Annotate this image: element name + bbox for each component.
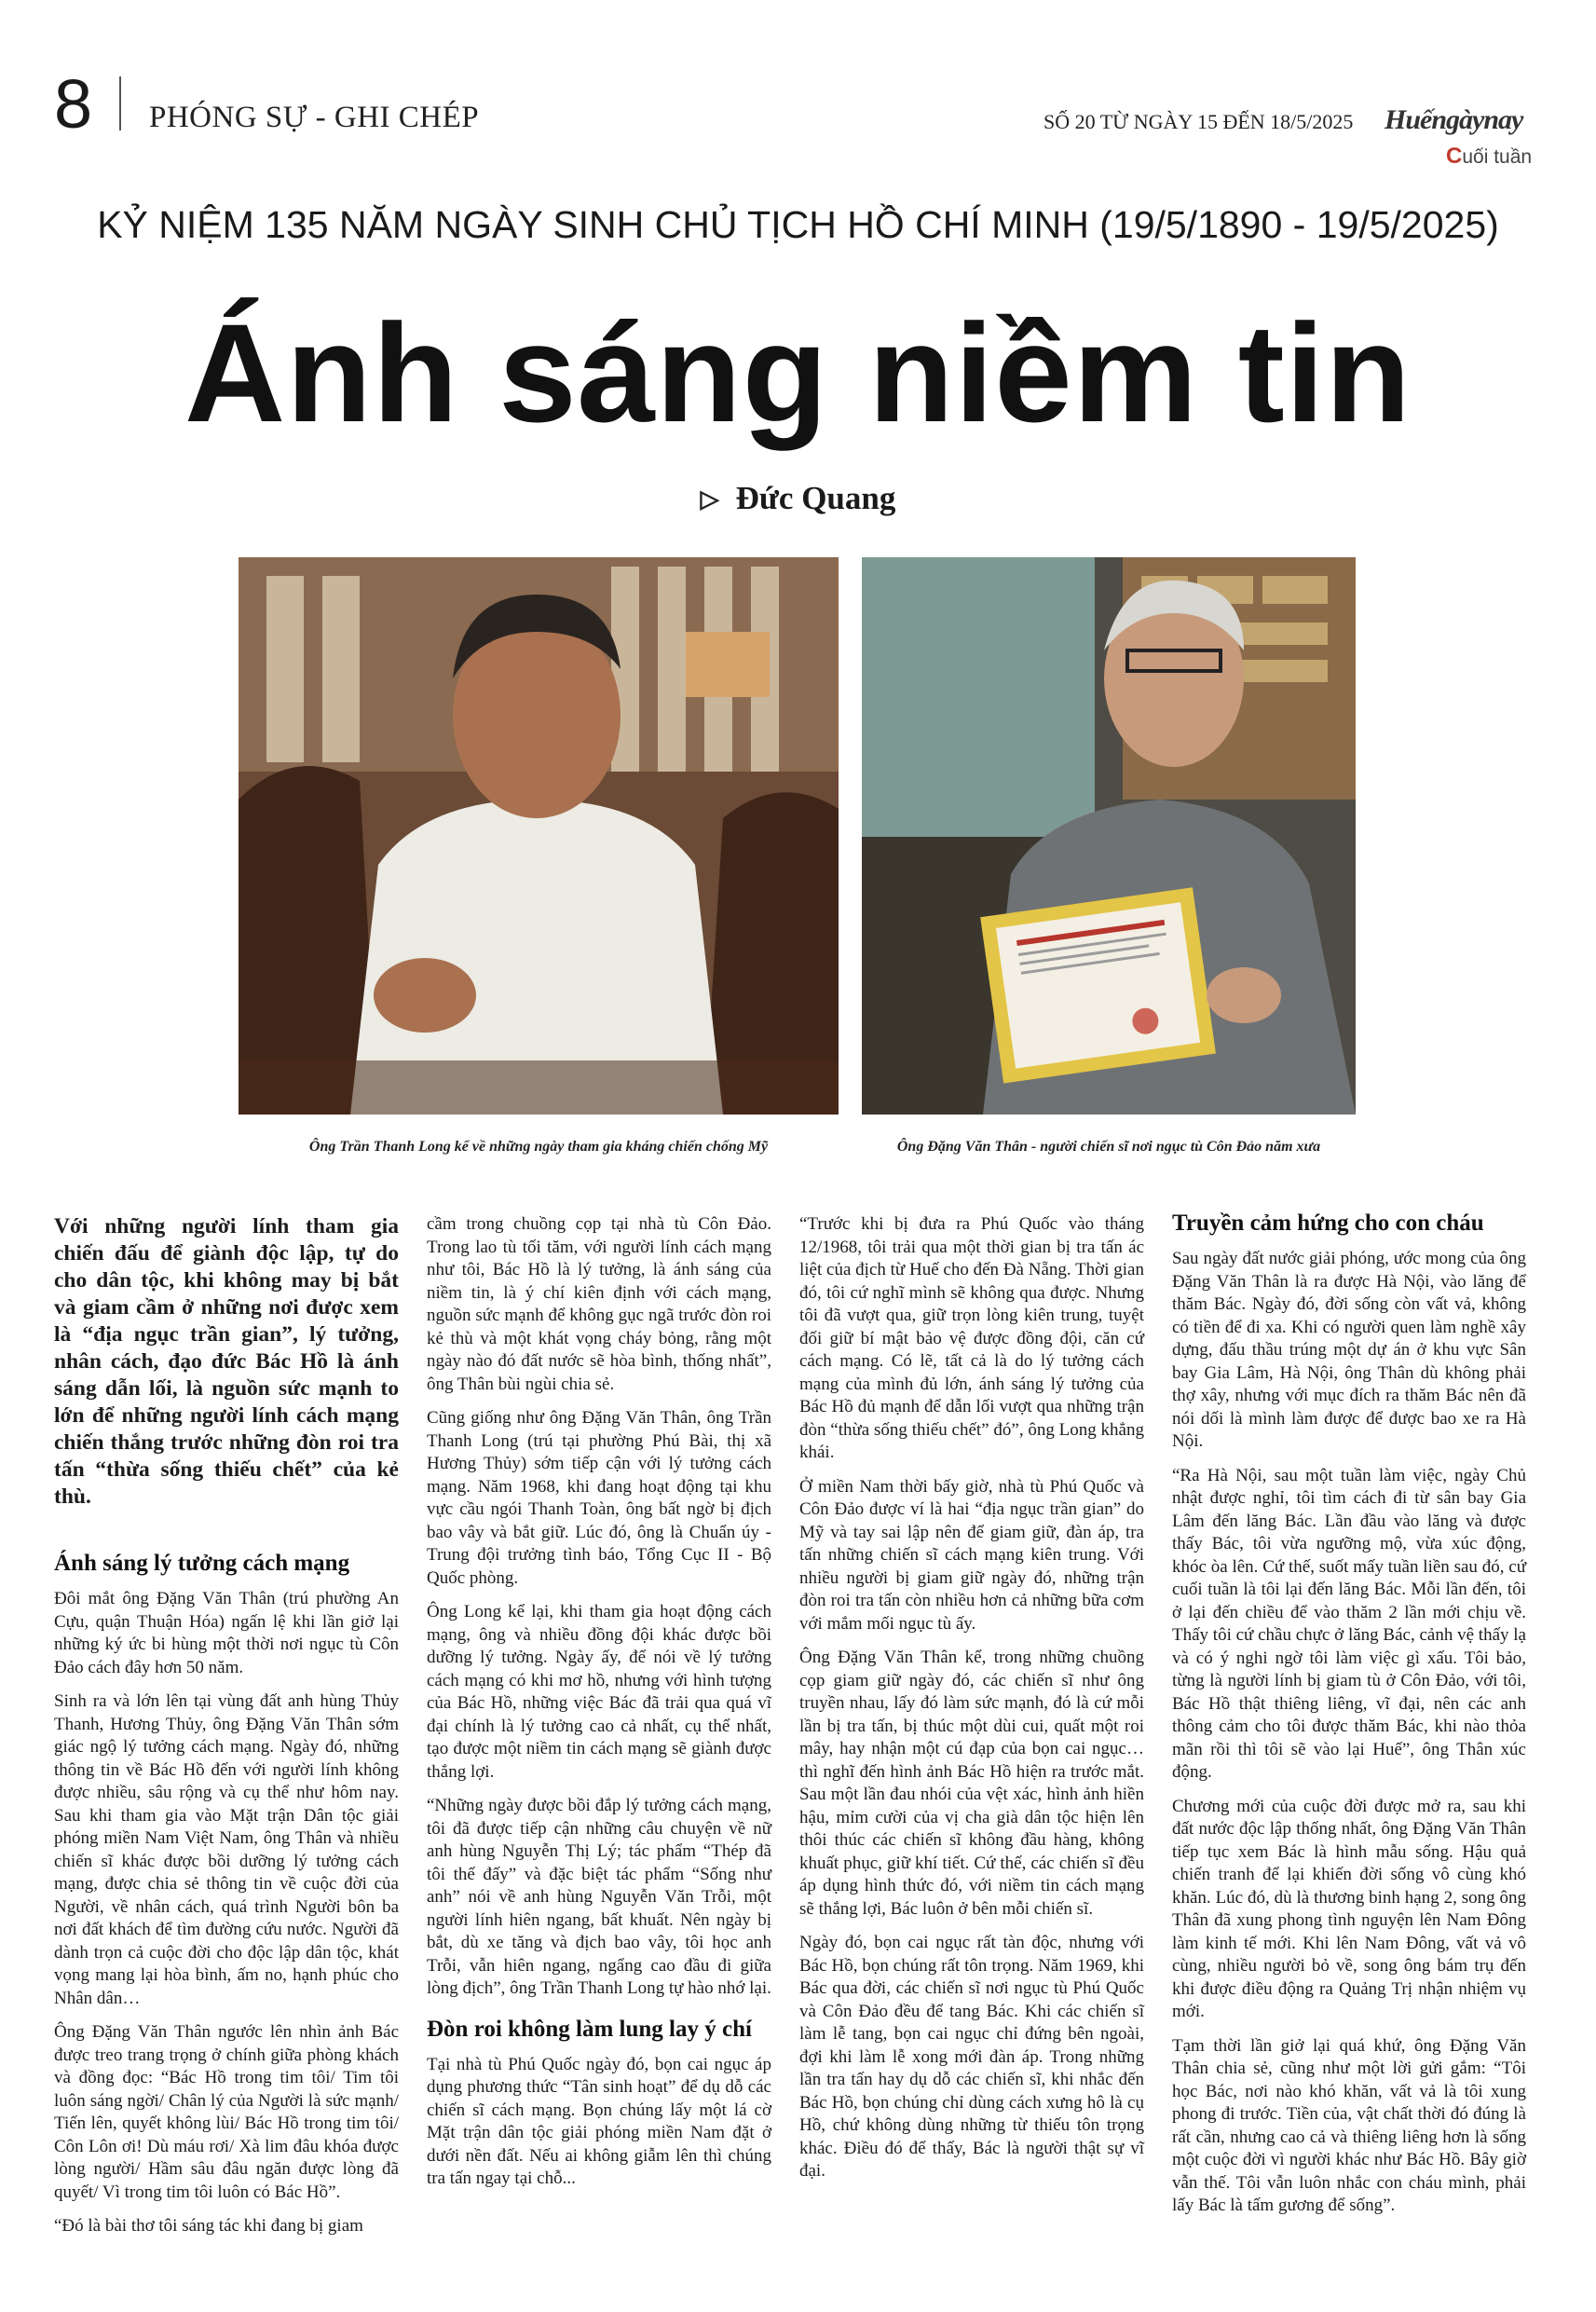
kicker: KỶ NIỆM 135 NĂM NGÀY SINH CHỦ TỊCH HỒ CHÍ MINH (19/5/1890 - 19/5/2025) [97,203,1499,246]
header-divider [119,76,121,130]
paragraph: Ông Đặng Văn Thân kể, trong những chuồng cọp giam giữ ngày đó, các chiến sĩ như ông truyền nhau, lấy đó làm sức mạnh, đó là cứ mỗi lần bị tra tấn, bị thúc một dùi cui, quất một roi mây, hay nhận một cú đạp của bọn cai ngục… thì nghĩ đến hình ảnh Bác Hồ hiện ra trước mắt. Sau một lần đau nhói của vệt xác, hình ảnh hiền hậu, mỉm cười của vị cha già dân tộc hiện lên thôi thúc các chiến sĩ không đầu hàng, không khuất phục, giữ khí tiết. Cứ thế, các chiến sĩ đều áp dụng hình thức đó, với niềm tin cách mạng sẽ thắng lợi, Bác luôn ở bên mỗi chiến sĩ. [799,1648,1144,1919]
photo-caption-1: Ông Trần Thanh Long kể về những ngày tham gia kháng chiến chống Mỹ [308,1139,769,1155]
article-lead: Với những người lính tham gia chiến đấu để giành độc lập, tự do cho dân tộc, khi không may bị bắt và giam cầm ở những nơi được xem là “địa ngục trần gian”, lý tưởng, nhân cách, đạo đức Bác Hồ là ánh sáng dẫn lối, là nguồn sức mạnh to lớn để những người lính cách mạng chiến thắng trước những đòn roi tra tấn “thừa sống thiếu chết” của kẻ thù. [54,1214,399,1509]
paragraph: “Trước khi bị đưa ra Phú Quốc vào tháng 12/1968, tôi trải qua một thời gian bị tra tấn ác liệt của địch từ Huế cho đến Đà Nẵng. Thời gian đó, tôi cứ nghĩ mình sẽ không qua được. Nhưng tôi đã vượt qua, giữ trọn lòng kiên trung, tuyệt đối giữ bí mật bảo vệ được đồng đội, căn cứ cách mạng. Có lẽ, tất cả là do lý tưởng cách mạng của mình đủ lớn, ánh sáng lý tưởng của Bác Hồ đủ mạnh để dẫn lối vượt qua những trận đòn “thừa sống thiếu chết” đó”, ông Long khẳng khái. [799,1214,1144,1462]
paragraph: Cũng giống như ông Đặng Văn Thân, ông Trần Thanh Long (trú tại phường Phú Bài, thị xã Hương Thủy) sớm tiếp cận với lý tưởng cách mạng. Năm 1968, khi đang hoạt động tại khu vực cầu ngói Thanh Toàn, ông bất ngờ bị địch bao vây và bắt giữ. Lúc đó, ông là Chuẩn úy - Trung đội trưởng tình báo, Tổng Cục II - Bộ Quốc phòng. [427,1408,771,1588]
brand-sublogo-initial: C [1446,144,1463,169]
paragraph: Sinh ra và lớn lên tại vùng đất anh hùng Thủy Thanh, Hương Thủy, ông Đặng Văn Thân sớm giác ngộ lý tưởng cách mạng. Ngày đó, những thông tin về Bác Hồ đến với người lính không được nhiều, sâu rộng và cụ thể như hôm nay. Sau khi tham gia vào Mặt trận Dân tộc giải phóng miền Nam Việt Nam, ông Thân và nhiều chiến sĩ khác được bồi dưỡng lý tưởng cách mạng, được chia sẻ thông tin về cuộc đời của Người, về nhân cách, quá trình Người bôn ba nơi đất khách để tìm đường cứu nước. Người đã dành trọn cả cuộc đời cho độc lập dân tộc, khát vọng mang lại hòa bình, ấm no, hạnh phúc cho Nhân dân… [54,1691,399,2008]
photo-illustration [862,557,1356,1115]
paragraph: Sau ngày đất nước giải phóng, ước mong của ông Đặng Văn Thân là ra được Hà Nội, vào lăng để thăm Bác. Ngày đó, đời sống còn vất vả, không có tiền để đi xa. Khi có người quen làm nghề xây dựng, đấu thầu trúng một dự án ở khu vực Sân bay Gia Lâm, Hà Nội, ông Thân dù không phải thợ xây, nhưng với mục đích ra thăm Bác nên đã nói dối là mình làm được để được bao xe ra Hà Nội. [1172,1249,1526,1451]
paragraph: Ngày đó, bọn cai ngục rất tàn độc, nhưng với Bác Hồ, bọn chúng rất tôn trọng. Năm 1969, khi Bác qua đời, các chiến sĩ nơi ngục tù Phú Quốc và Côn Đảo đều để tang Bác. Khi các chiến sĩ làm lễ tang, bọn cai ngục chỉ đứng bên ngoài, đợi khi làm lễ xong mới đàn áp. Trong những lần tra tấn hay dụ dỗ các chiến sĩ, khi nhắc đến Bác Hồ, bọn chúng chỉ dùng cách xưng hô là cụ Hồ, chứ không dùng những từ thiếu tôn trọng khác. Điều đó để thấy, Bác là người thật sự vĩ đại. [799,1933,1144,2181]
article-column-1 [54,1213,399,2250]
paragraph: Tại nhà tù Phú Quốc ngày đó, bọn cai ngục áp dụng phương thức “Tân sinh hoạt” để dụ dỗ các chiến sĩ cách mạng. Bọn chúng lấy một lá cờ Mặt trận dân tộc giải phóng miền Nam đặt ở dưới nền đất. Nếu ai không giẫm lên thì chúng tra tấn ngay tại chỗ... [427,2054,771,2188]
photo-tran-thanh-long [239,557,839,1115]
section-heading-2: Đòn roi không làm lung lay ý chí [427,2016,752,2042]
paragraph: Chương mới của cuộc đời được mở ra, sau khi đất nước độc lập thống nhất, ông Đặng Văn Thân tiếp tục xem Bác là hình mẫu sống. Hậu quả chiến tranh để lại khiến đời sống vô cùng khó khăn. Lúc đó, dù là thương binh hạng 2, song ông Thân đã xung phong tình nguyện lên Nam Đông làm kinh tế mới. Khi lên Nam Đông, vất vả vô cùng, nhiều người bỏ về, song ông bám trụ đến khi được điều động ra Quảng Trị nhận nhiệm vụ mới. [1172,1796,1526,2021]
section-heading-3: Truyền cảm hứng cho con cháu [1172,1211,1484,1236]
paragraph: “Đó là bài thơ tôi sáng tác khi đang bị giam [54,2216,363,2236]
photo-illustration [239,557,839,1115]
paragraph: Ông Long kể lại, khi tham gia hoạt động cách mạng, ông và nhiều đồng đội khác được bồi dưỡng lý tưởng. Ngày ấy, để nói về lý tưởng cách mạng có khi mơ hồ, nhưng với hình tượng của Bác Hồ, những việc Bác đã trải qua quá vĩ đại chính là lý tưởng cao cả nhất, cụ thể nhất, tạo được một niềm tin cách mạng sẽ giành được thắng lợi. [427,1602,771,1782]
paragraph: “Những ngày được bồi đắp lý tưởng cách mạng, tôi đã được tiếp cận những câu chuyện về nữ anh hùng Nguyễn Thị Lý; tác phẩm “Thép đã tôi thế đấy” và đặc biệt tác phẩm “Sống như anh” nói về anh hùng Nguyễn Văn Trỗi, một người lính hiên ngang, bất khuất. Nên ngày bị bắt, dù xe tăng và địch bao vây, tôi học anh Trỗi, vẫn hiên ngang, ngẩng cao đầu đi giữa lòng địch”, ông Trần Thanh Long tự hào nhớ lại. [427,1796,771,1998]
byline [0,480,1596,517]
paragraph: Tạm thời lần giở lại quá khứ, ông Đặng Văn Thân chia sẻ, cũng như một lời gửi gắm: “Tôi học Bác, nơi nào khó khăn, vất vả là tôi xung phong đi trước. Tiền của, vật chất thời đó đúng là rất cần, nhưng cao cả và thiêng liêng hơn là sống một cuộc đời vì người khác như Bác Hồ. Bây giờ vẫn thế. Tôi vẫn luôn nhắc con cháu mình, phải lấy Bác là tấm gương để sống”. [1172,2035,1526,2215]
photo-dang-van-than [862,557,1356,1115]
brand-logo: Huếngàynay [1385,104,1523,135]
issue-info: SỐ 20 TỪ NGÀY 15 ĐẾN 18/5/2025 [1044,110,1354,133]
paragraph: cầm trong chuồng cọp tại nhà tù Côn Đảo. Trong lao tù tối tăm, với người lính cách mạng như tôi, Bác Hồ là lý tưởng, là ánh sáng của niềm tin, là ý chí kiên định với cách mạng, nguồn sức mạnh để không gục ngã trước đòn roi kẻ thù và một khát vọng cháy bỏng, rằng một ngày nào đó đất nước sẽ hòa bình, thống nhất”, ông Thân bùi ngùi chia sẻ. [427,1214,771,1394]
paragraph: Ở miền Nam thời bấy giờ, nhà tù Phú Quốc và Côn Đảo được ví là hai “địa ngục trần gian” do Mỹ và tay sai lập nên để giam giữ, đàn áp, tra tấn những chiến sĩ cách mạng kiên trung. Với nhiều người bị giam giữ ngày đó, những trận đòn roi tra tấn còn nhiều hơn cả những bữa cơm với mắm mối ngục tù ấy. [799,1476,1144,1634]
page-number: 8 [54,65,93,143]
paragraph: Ông Đặng Văn Thân ngước lên nhìn ảnh Bác được treo trang trọng ở chính giữa phòng khách và đồng đọc: “Bác Hồ trong tim tôi/ Tim tôi luôn sáng ngời/ Chân lý của Người là sức mạnh/ Tiến lên, quyết không lùi/ Bác Hồ trong tim tôi/ Côn Lôn ơi! Dù máu rơi/ Xà lim đâu khóa được lòng người/ Hầm sâu đâu ngăn được lòng đã quyết/ Vì trong tim tôi luôn có Bác Hồ”. [54,2022,399,2202]
headline: Ánh sáng niềm tin [184,294,1412,451]
photo-caption-2: Ông Đặng Văn Thân - người chiến sĩ nơi ngục tù Côn Đảo năm xưa [896,1139,1321,1155]
section-label: PHÓNG SỰ - GHI CHÉP [149,101,480,134]
section-heading-1: Ánh sáng lý tưởng cách mạng [54,1551,350,1576]
article-column-4 [1172,1208,1526,2229]
byline-author: Đức Quang [735,480,896,516]
paragraph: “Ra Hà Nội, sau một tuần làm việc, ngày Chủ nhật được nghỉ, tôi tìm cách đi từ sân bay Gia Lâm đến lăng Bác. Lần đầu vào lăng và được thấy Bác, tôi vừa ngưỡng mộ, vừa xúc động, khóc òa lên. Cứ thế, suốt mấy tuần liền sau đó, cứ cuối tuần là tôi lại đến lăng Bác. Mỗi lần đến, tôi ở lại đến chiều để vào thăm 2 lần mới chịu về. Thấy tôi cứ chầu chực ở lăng Bác, cảnh vệ thấy lạ và có ý nghi ngờ tôi làm việc gì xấu. Tôi bảo, từng là người lính bị giam tù ở Côn Đảo, với tôi, Bác Hồ thật thiêng liêng, vĩ đại, nên các anh thông cảm cho tôi được thăm Bác, khi nào thỏa mãn rồi thì tôi sẽ vào lại Huế”, ông Thân xúc động. [1172,1465,1526,1782]
article-column-2 [427,1213,771,2202]
paragraph: Đôi mắt ông Đặng Văn Thân (trú phường An Cựu, quận Thuận Hóa) ngấn lệ khi lần giở lại những ký ức bi hùng một thời nơi ngục tù Côn Đảo cách đây hơn 50 năm. [54,1589,399,1677]
article-column-3 [799,1213,1144,2195]
brand-sublogo-rest: uối tuần [1462,146,1533,168]
play-triangle-icon: ▷ [700,486,719,513]
brand-sublogo [1446,144,1532,170]
